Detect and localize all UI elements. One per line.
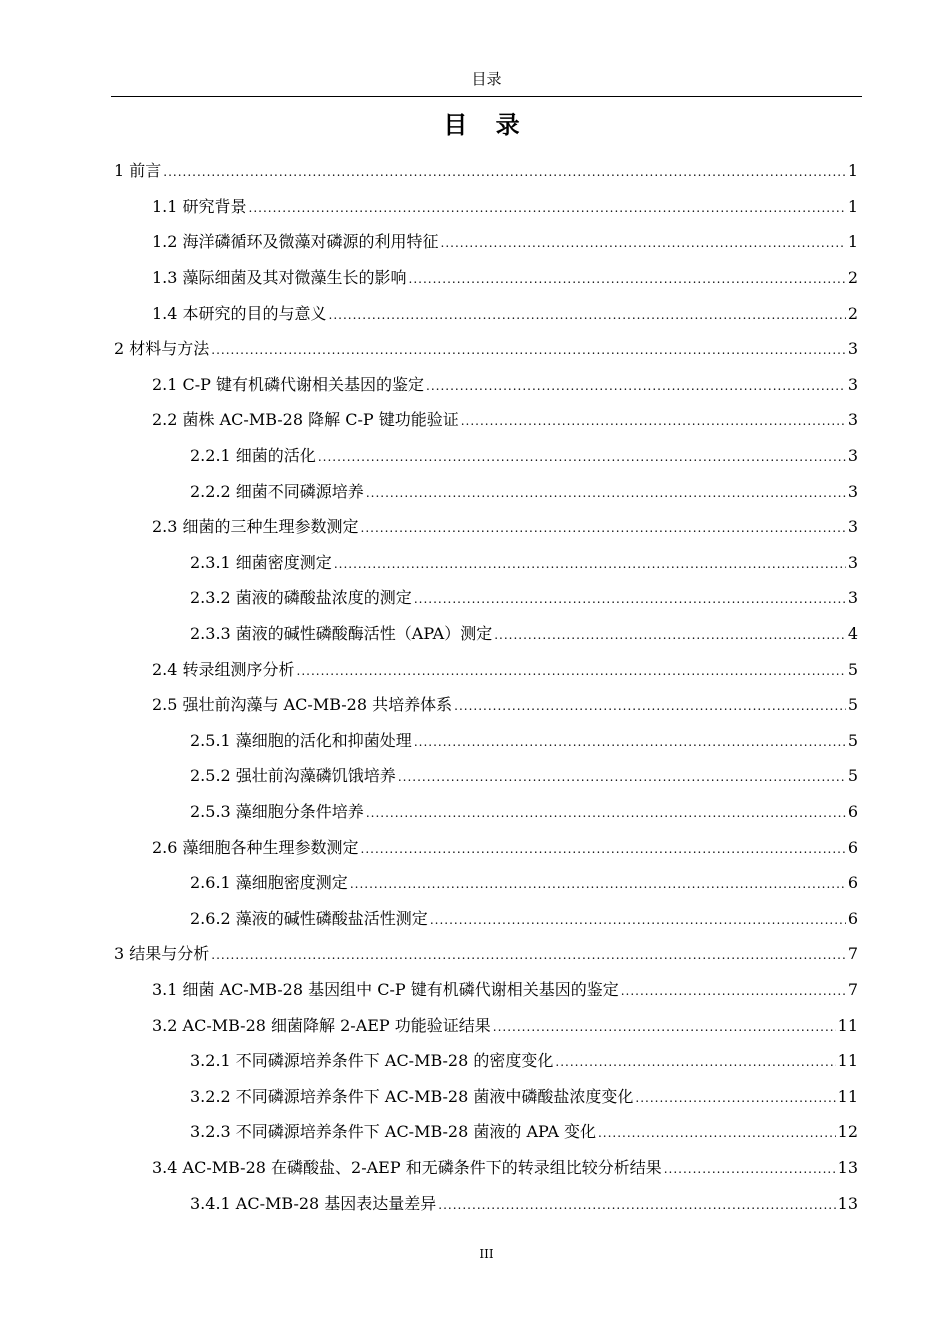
dot-leader (621, 981, 846, 1001)
toc-entry[interactable] (0, 866, 950, 902)
toc-entry-page-number: 3 (847, 552, 858, 572)
toc-entry-label: 2.2.1 细菌的活化 (190, 446, 316, 466)
toc-entry-line (190, 766, 858, 787)
toc-entry-line (152, 980, 858, 1001)
toc-entry-page-number: 7 (847, 944, 858, 964)
toc-entry-line (190, 1087, 858, 1108)
toc-entry[interactable] (0, 724, 950, 760)
toc-entry-line (190, 731, 858, 752)
toc-entry[interactable] (0, 759, 950, 795)
dot-leader (426, 376, 846, 396)
dot-leader (635, 1088, 835, 1108)
toc-entry[interactable] (0, 154, 950, 190)
toc-entry[interactable] (0, 830, 950, 866)
toc-entry-label: 3.2.1 不同磷源培养条件下 AC-MB-28 的密度变化 (190, 1051, 554, 1071)
toc-entry-line (190, 553, 858, 574)
toc-entry-page-number: 5 (847, 730, 858, 750)
toc-entry[interactable] (0, 1008, 950, 1044)
dot-leader (334, 554, 846, 574)
dot-leader (493, 1017, 836, 1037)
dot-leader (398, 767, 846, 787)
toc-entry[interactable] (0, 1079, 950, 1115)
toc-entry-line (190, 1122, 858, 1143)
toc-entry-label: 2.2.2 细菌不同磷源培养 (190, 481, 364, 501)
toc-entry[interactable] (0, 296, 950, 332)
toc-entry-line (152, 695, 858, 716)
toc-entry-line (152, 232, 858, 253)
toc-entry-line (114, 339, 858, 360)
toc-entry-line (190, 1194, 858, 1215)
toc-entry-line (190, 802, 858, 823)
toc-entry-line (190, 446, 858, 467)
toc-entry-line (152, 197, 858, 218)
toc-entry-page-number: 7 (847, 979, 858, 999)
toc-entry-line (152, 375, 858, 396)
toc-entry-page-number: 5 (847, 659, 858, 679)
toc-entry-label: 2.3.2 菌液的磷酸盐浓度的测定 (190, 588, 412, 608)
toc-entry-page-number: 2 (847, 268, 858, 288)
toc-entry[interactable] (0, 225, 950, 261)
toc-entry-label: 2.3.1 细菌密度测定 (190, 552, 332, 572)
dot-leader (409, 269, 846, 289)
toc-entry-page-number: 6 (847, 873, 858, 893)
toc-entry-page-number: 6 (847, 908, 858, 928)
toc-entry-page-number: 6 (847, 837, 858, 857)
toc-entry-page-number: 3 (847, 339, 858, 359)
toc-entry[interactable] (0, 617, 950, 653)
toc-entry-label: 1.4 本研究的目的与意义 (152, 303, 327, 323)
toc-entry-label: 3.2 AC-MB-28 细菌降解 2-AEP 功能验证结果 (152, 1015, 491, 1035)
dot-leader (598, 1123, 836, 1143)
toc-entry-line (152, 1158, 858, 1179)
toc-entry-label: 3.2.3 不同磷源培养条件下 AC-MB-28 菌液的 APA 变化 (190, 1122, 596, 1142)
toc-entry-page-number: 1 (847, 161, 858, 181)
toc-entry[interactable] (0, 439, 950, 475)
toc-entry-line (152, 838, 858, 859)
toc-entry-page-number: 11 (837, 1015, 858, 1035)
toc-title: 目 录 (443, 111, 530, 139)
toc-entry[interactable] (0, 901, 950, 937)
toc-entry-label: 2.6.2 藻液的碱性磷酸盐活性测定 (190, 908, 428, 928)
toc-entry-page-number: 3 (847, 410, 858, 430)
toc-entry-label: 2.5.2 强壮前沟藻磷饥饿培养 (190, 766, 396, 786)
toc-entry-page-number: 5 (847, 766, 858, 786)
toc-entry-page-number: 1 (847, 232, 858, 252)
dot-leader (318, 447, 846, 467)
toc-entry-label: 2.2 菌株 AC-MB-28 降解 C-P 键功能验证 (152, 410, 459, 430)
toc-entry[interactable] (0, 581, 950, 617)
dot-leader (664, 1159, 836, 1179)
dot-leader (494, 625, 846, 645)
toc-entry[interactable] (0, 546, 950, 582)
toc-entry-line (152, 1016, 858, 1037)
table-of-contents (0, 154, 950, 1222)
toc-entry[interactable] (0, 1151, 950, 1187)
toc-entry[interactable] (0, 510, 950, 546)
toc-entry[interactable] (0, 332, 950, 368)
toc-entry-line (190, 482, 858, 503)
toc-entry-page-number: 13 (837, 1193, 858, 1213)
toc-entry-page-number: 13 (837, 1157, 858, 1177)
dot-leader (454, 696, 846, 716)
dot-leader (555, 1052, 835, 1072)
dot-leader (211, 340, 846, 360)
dot-leader (441, 233, 846, 253)
toc-entry-line (152, 410, 858, 431)
toc-entry[interactable] (0, 474, 950, 510)
dot-leader (350, 874, 846, 894)
toc-entry[interactable] (0, 795, 950, 831)
toc-entry[interactable] (0, 937, 950, 973)
toc-entry[interactable] (0, 973, 950, 1009)
dot-leader (297, 661, 846, 681)
toc-entry-label: 1.2 海洋磷循环及微藻对磷源的利用特征 (152, 232, 439, 252)
toc-entry-label: 2.3 细菌的三种生理参数测定 (152, 517, 359, 537)
page-number: III (479, 1247, 494, 1261)
toc-entry-line (152, 304, 858, 325)
header-rule (111, 96, 862, 97)
toc-entry-page-number: 11 (837, 1051, 858, 1071)
toc-entry-page-number: 12 (837, 1122, 858, 1142)
toc-entry-label: 3.2.2 不同磷源培养条件下 AC-MB-28 菌液中磷酸盐浓度变化 (190, 1086, 634, 1106)
toc-entry-line (190, 1051, 858, 1072)
toc-entry-page-number: 3 (847, 481, 858, 501)
toc-entry-label: 1 前言 (114, 161, 162, 181)
toc-entry[interactable] (0, 261, 950, 297)
dot-leader (461, 411, 846, 431)
toc-entry-label: 2.3.3 菌液的碱性磷酸酶活性（APA）测定 (190, 624, 493, 644)
toc-entry[interactable] (0, 403, 950, 439)
toc-entry-label: 1.3 藻际细菌及其对微藻生长的影响 (152, 268, 407, 288)
toc-entry-label: 2 材料与方法 (114, 339, 210, 359)
toc-entry-line (190, 588, 858, 609)
toc-entry-line (114, 944, 858, 965)
toc-entry-line (190, 873, 858, 894)
toc-entry-page-number: 5 (847, 695, 858, 715)
dot-leader (361, 518, 846, 538)
dot-leader (366, 803, 846, 823)
dot-leader (366, 483, 846, 503)
toc-entry-label: 2.1 C-P 键有机磷代谢相关基因的鉴定 (152, 374, 425, 394)
toc-entry[interactable] (0, 1044, 950, 1080)
toc-entry-label: 3.4 AC-MB-28 在磷酸盐、2-AEP 和无磷条件下的转录组比较分析结果 (152, 1157, 662, 1177)
toc-entry-label: 1.1 研究背景 (152, 196, 247, 216)
toc-entry-label: 2.5.3 藻细胞分条件培养 (190, 801, 364, 821)
toc-entry-line (190, 624, 858, 645)
toc-entry-label: 2.6.1 藻细胞密度测定 (190, 873, 348, 893)
toc-entry-page-number: 4 (847, 624, 858, 644)
toc-entry[interactable] (0, 368, 950, 404)
toc-entry-line (152, 517, 858, 538)
toc-entry-page-number: 3 (847, 588, 858, 608)
toc-entry-page-number: 1 (847, 196, 858, 216)
dot-leader (361, 839, 846, 859)
toc-entry-line (152, 660, 858, 681)
toc-entry-label: 3.4.1 AC-MB-28 基因表达量差异 (190, 1193, 437, 1213)
toc-entry-label: 2.5.1 藻细胞的活化和抑菌处理 (190, 730, 412, 750)
toc-entry[interactable] (0, 688, 950, 724)
toc-entry-page-number: 2 (847, 303, 858, 323)
toc-entry[interactable] (0, 1186, 950, 1222)
toc-entry-page-number: 3 (847, 374, 858, 394)
toc-entry-page-number: 11 (837, 1086, 858, 1106)
toc-entry-label: 2.5 强壮前沟藻与 AC-MB-28 共培养体系 (152, 695, 453, 715)
toc-entry[interactable] (0, 1115, 950, 1151)
toc-entry-label: 2.4 转录组测序分析 (152, 659, 295, 679)
running-header: 目录 (471, 70, 502, 88)
toc-entry-page-number: 6 (847, 801, 858, 821)
toc-entry-label: 2.6 藻细胞各种生理参数测定 (152, 837, 359, 857)
toc-entry-label: 3.1 细菌 AC-MB-28 基因组中 C-P 键有机磷代谢相关基因的鉴定 (152, 979, 619, 999)
dot-leader (163, 162, 846, 182)
dot-leader (438, 1195, 835, 1215)
toc-entry[interactable] (0, 190, 950, 226)
toc-entry-page-number: 3 (847, 517, 858, 537)
toc-entry-page-number: 3 (847, 446, 858, 466)
dot-leader (414, 732, 846, 752)
dot-leader (329, 305, 846, 325)
toc-entry[interactable] (0, 652, 950, 688)
toc-entry-line (152, 268, 858, 289)
toc-entry-line (190, 909, 858, 930)
dot-leader (430, 910, 846, 930)
dot-leader (414, 589, 846, 609)
dot-leader (211, 945, 846, 965)
dot-leader (249, 198, 846, 218)
toc-entry-label: 3 结果与分析 (114, 944, 210, 964)
toc-entry-line (114, 161, 858, 182)
